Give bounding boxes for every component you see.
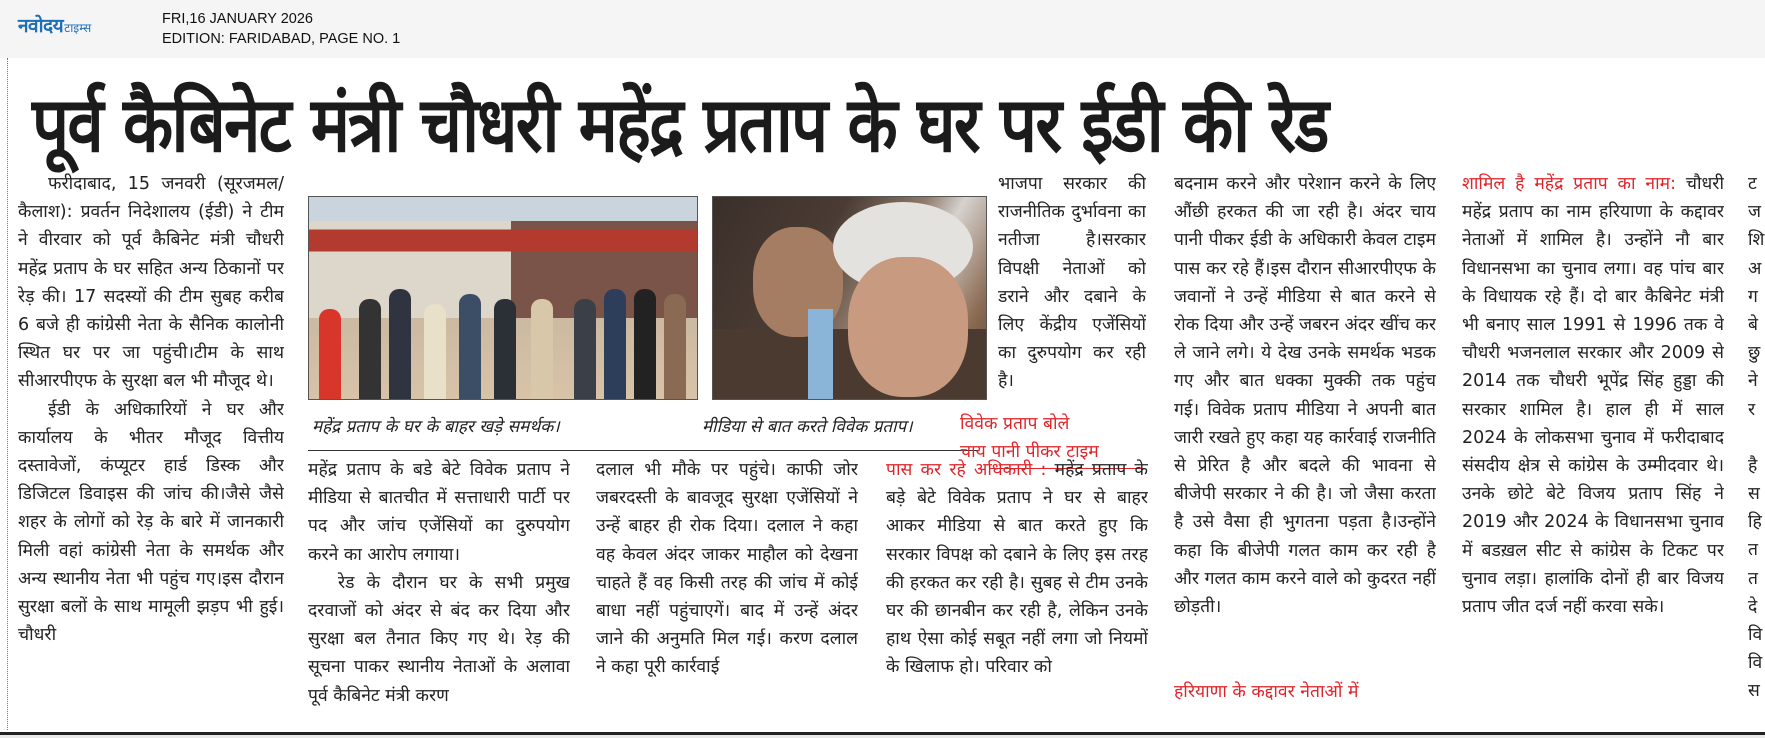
article-paragraph: भाजपा सरकार की राजनीतिक दुर्भावना का नतीजा है।सरकार विपक्षी नेताओं को डराने और दबाने के लिए केंद्रीय एजेंसियों का दुरुपयोग कर रही है।	[998, 174, 1146, 392]
photo-vivek-pratap-media	[712, 196, 987, 400]
article-column-4	[998, 170, 1146, 450]
newspaper-page	[0, 58, 1765, 738]
article-headline: पूर्व कैबिनेट मंत्री चौधरी महेंद्र प्रताप के घर पर ईडी की रेड	[32, 80, 1328, 169]
article-paragraph: दलाल भी मौके पर पहुंचे। काफी जोर जबरदस्ती के बावजूद सुरक्षा एजेंसियों ने उन्हें बाहर ही रोक दिया। दलाल ने कहा वह केवल अंदर जाकर माहौल को देखना चाहते हैं वह किसी तरह की जांच में कोई बाधा नहीं पहुंचाएगें। बाद में उन्हें अंदर जाने की अनुमति मिल गई। करण दलाल ने कहा पूरी कार्रवाई	[596, 460, 858, 678]
photo-caption-2: मीडिया से बात करते विवेक प्रताप।	[702, 417, 913, 437]
photo-supporters-outside-house	[308, 196, 698, 400]
article-paragraph: रेड के दौरान घर के सभी प्रमुख दरवाजों को अंदर से बंद कर दिया और सुरक्षा बल तैनात किए गए थे। रेड़ की सूचना पाकर स्थानीय नेताओं के अलावा पूर्व कैबिनेट मंत्री करण	[308, 572, 570, 706]
article-paragraph: बदनाम करने और परेशान करने के लिए औंछी हरकत की जा रही है। अंदर चाय पानी पीकर ईडी के अधिकारी केवल टाइम पास कर रहे हैं।इस दौरान सीआरपीएफ के जवानों ने उन्हें मीडिया से बात करने से रोक दिया और उन्हें जबरन अंदर खींच कर ले जाने लगे। ये देख उनके समर्थक भडक गए और बात धक्का मुक्की तक पहुंच गई। विवेक प्रताप मीडिया ने अपनी बात जारी रखते हुए कहा यह कार्रवाई राजनीति से प्रेरित है और बदले की भावना से बीजेपी सरकार ने की है। जो जैसा करता है उसे वैसा ही भुगतना पड़ता है।उन्होंने कहा कि बीजेपी गलत काम कर रही है और गलत काम करने वाले को कुदरत नहीं छोड़ती।	[1174, 174, 1436, 618]
article-paragraph: पास कर रहे अधिकारी : महेंद्र प्रताप के बड़े बेटे विवेक प्रताप ने घर से बाहर आकर मीडिया से बात करते हुए कि सरकार विपक्ष को दबाने के लिए इस तरह की हरकत कर रही है। सुबह से टीम उनके घर की छानबीन कर रही है, लेकिन उनके हाथ ऐसा कोई सबूत नहीं लगा जो नियमों के खिलाफ हो। परिवार को	[886, 460, 1148, 678]
subhead-line: हरियाणा के कद्दावर नेताओं में	[1174, 682, 1359, 702]
logo-main-text: नवोदय	[18, 15, 64, 37]
adjacent-article-fragment: ट ज शि अ ग बे छु ने र है स हि त त दे वि वि स	[1748, 174, 1765, 702]
article-paragraph: फरीदाबाद, 15 जनवरी (सूरजमल/कैलाश): प्रवर्तन निदेशालय (ईडी) ने टीम ने वीरवार को पूर्व कैबिनेट मंत्री चौधरी महेंद्र प्रताप के घर सहित अन्य ठिकानों पर रेड़ की। 17 सदस्यों की टीम सुबह करीब 6 बजे ही कांग्रेसी नेता के सैनिक कालोनी स्थित घर पर जा पहुंची।टीम के साथ सीआरपीएफ के सुरक्षा बल भी मौजूद थे।	[18, 174, 284, 392]
column-divider	[7, 58, 8, 730]
subhead-inline: पास कर रहे अधिकारी :	[886, 460, 1047, 480]
article-paragraph: ईडी के अधिकारियों ने घर और कार्यालय के भीतर मौजूद वित्तीय दस्तावेजों, कंप्यूटर हार्ड डिस्क और डिजिटल डिवाइस की जांच की।जैसे जैसे शहर के लोगों को रेड़ के बारे में जानकारी मिली वहां कांग्रेसी नेता के समर्थक और अन्य स्थानीय नेता भी पहुंच गए।इस दौरान सुरक्षा बलों के साथ मामूली झड़प भी हुई।चौधरी	[18, 399, 284, 646]
subhead-line: विवेक प्रताप बोले	[960, 414, 1070, 434]
edition-page: EDITION: FARIDABAD, PAGE NO. 1	[162, 31, 401, 47]
issue-date: FRI,16 JANUARY 2026	[162, 11, 313, 27]
newspaper-logo[interactable]	[18, 12, 91, 38]
logo-sub-text: टाइम्स	[64, 21, 92, 35]
article-paragraph: शामिल है महेंद्र प्रताप का नाम: चौधरी महेंद्र प्रताप का नाम हरियाणा के कद्दावर नेताओं में शामिल है। उन्होंने नौ बार विधानसभा का चुनाव लगा। वह पांच बार के विधायक रहे हैं। दो बार कैबिनेट मंत्री भी बनाए साल 1991 से 1996 तक वे चौधरी भजनलाल सरकार और 2009 से 2014 तक चौधरी भूपेंद्र सिंह हुड्डा की सरकार शामिल है। हाल ही में साल 2024 के लोकसभा चुनाव में फरीदाबाद संसदीय क्षेत्र से कांग्रेस के उम्मीदवार थे। उनके छोटे बेटे विजय प्रताप सिंह ने 2019 और 2024 के विधानसभा चुनाव में बडख़ल सीट से कांग्रेस के टिकट पर चुनाव लड़ा। हालांकि दोनों ही बार विजय प्रताप जीत दर्ज नहीं करवा सके।	[1462, 174, 1724, 618]
article-column-6	[1462, 170, 1724, 730]
viewer-header	[0, 0, 1765, 58]
article-column-5	[1174, 170, 1436, 700]
article-paragraph: महेंद्र प्रताप के बडे बेटे विवेक प्रताप ने मीडिया से बातचीत में सत्ताधारी पार्टी पर पद और जांच एजेंसियों का दुरुपयोग करने का आरोप लगाया।	[308, 460, 570, 565]
article-column-4b	[886, 456, 1148, 730]
subhead-line: चाय पानी पीकर टाइम	[960, 442, 1099, 463]
article-column-3	[596, 456, 858, 730]
caption-divider	[308, 450, 978, 451]
edition-info	[162, 9, 400, 49]
article-column-1	[18, 170, 284, 730]
subhead-inline: शामिल है महेंद्र प्रताप का नाम:	[1462, 174, 1676, 194]
photo-caption-1: महेंद्र प्रताप के घर के बाहर खड़े समर्थक।	[312, 417, 560, 437]
dateline: फरीदाबाद, 15 जनवरी (सूरजमल/कैलाश):	[18, 174, 284, 223]
article-column-2	[308, 456, 570, 730]
subhead-haryana-leaders	[1174, 678, 1436, 708]
